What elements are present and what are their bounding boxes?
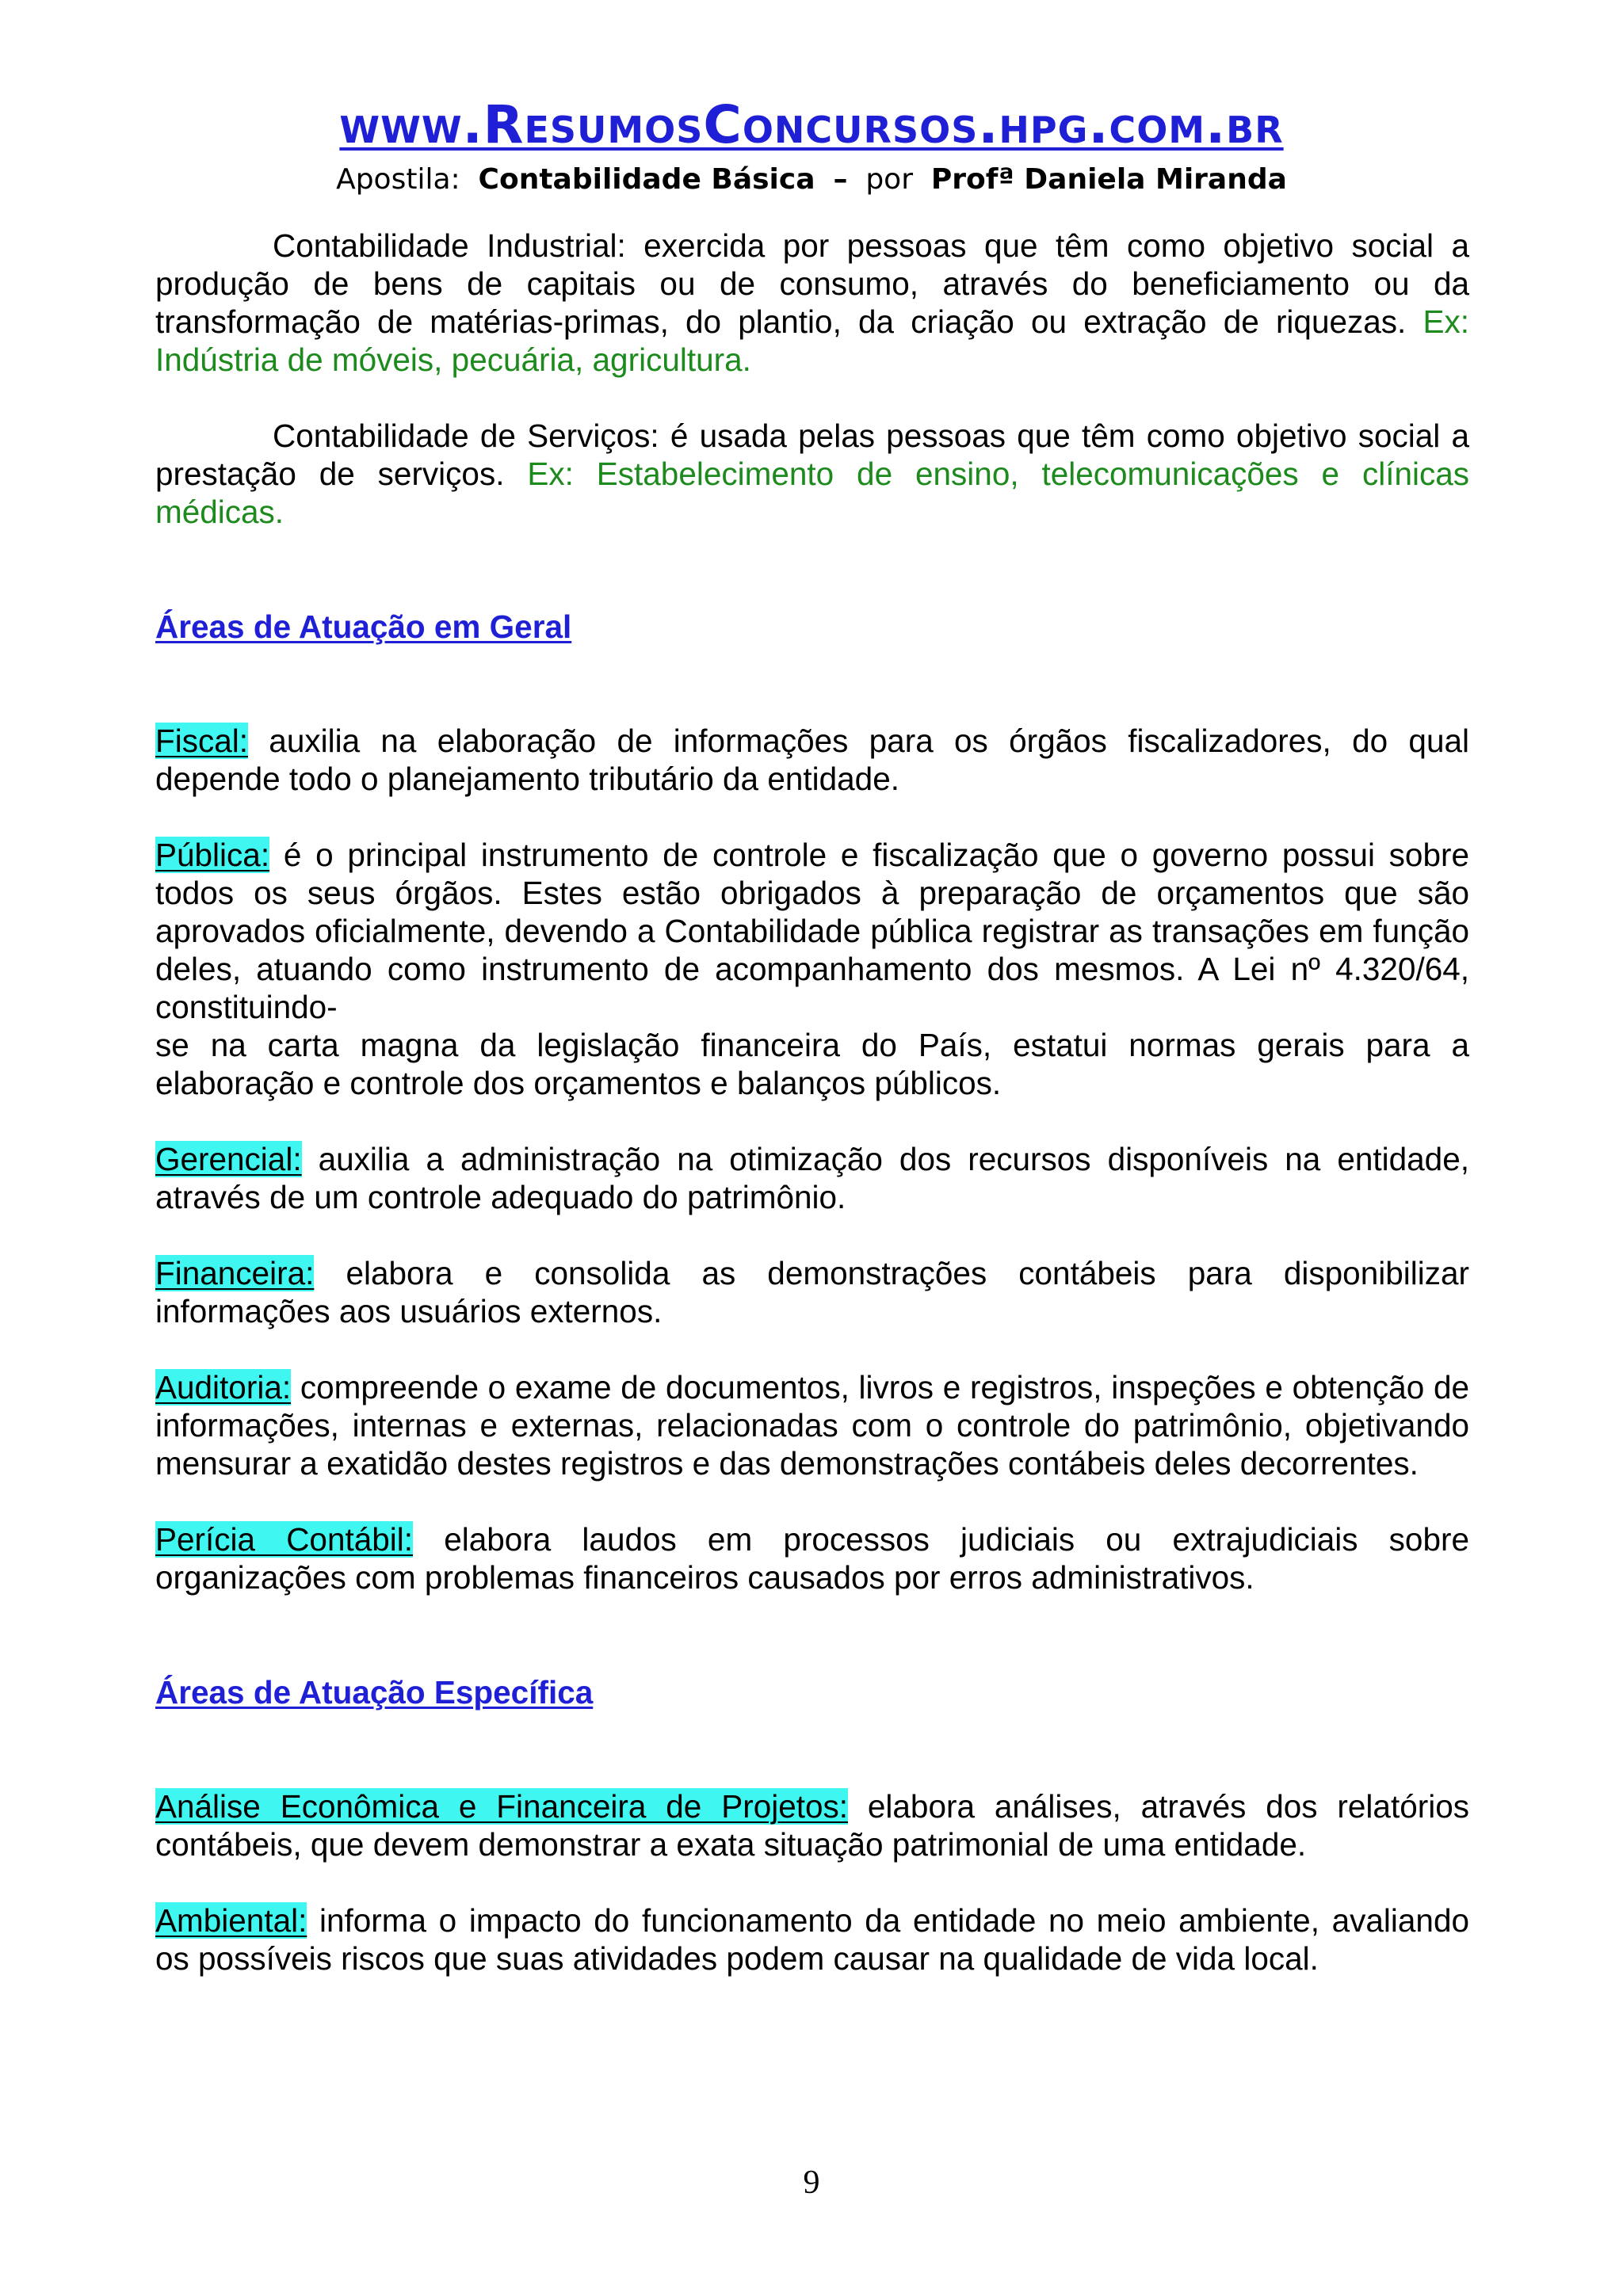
highlighted-term: Fiscal: — [155, 723, 249, 759]
apostila-label: Apostila: — [336, 163, 460, 196]
paragraph-text: Contabilidade de Serviços: é usada pelas pessoas que têm como objetivo social a prestação de serviços. — [155, 418, 1469, 492]
item-text: compreende o exame de documentos, livros e registros, inspeções e obtenção de informações, internas e externas, relacionadas com o controle do patrimônio, objetivando mensurar a exatidão destes registros e das demonstrações contábeis deles decorrentes. — [155, 1369, 1469, 1482]
item-text: é o principal instrumento de controle e fiscalização que o governo possui sobre todos os seus órgãos. Estes estão obrigados à preparação de orçamentos que são aprovados oficialmente, devendo a Contabilidade pública registrar as transações em função deles, atuando como instrumento de acompanhamento dos mesmos. A Lei nº 4.320/64, constituindo- — [155, 837, 1469, 1025]
highlighted-term: Análise Econômica e Financeira de Projetos: — [155, 1788, 849, 1825]
highlighted-term: Perícia Contábil: — [155, 1521, 414, 1558]
item-text: informa o impacto do funcionamento da entidade no meio ambiente, avaliando os possíveis riscos que suas atividades podem causar na qualidade de vida local. — [155, 1902, 1469, 1977]
page-number: 9 — [803, 2164, 820, 2201]
item-text: auxilia a administração na otimização dos recursos disponíveis na entidade, através de um controle adequado do patrimônio. — [155, 1141, 1469, 1215]
example-text: Ex: Estabelecimento de ensino, telecomunicações e clínicas médicas. — [155, 456, 1469, 530]
site-url[interactable]: www.ResumosConcursos.hpg.com.br — [339, 94, 1284, 155]
paragraph-servicos — [155, 417, 1469, 531]
header-subtitle — [0, 160, 1623, 200]
item-publica — [155, 836, 1469, 1026]
paragraph-industrial — [155, 227, 1469, 379]
highlighted-term: Financeira: — [155, 1255, 315, 1291]
item-auditoria — [155, 1368, 1469, 1482]
by-label: por — [865, 163, 914, 196]
paragraph-text: Contabilidade Industrial: exercida por pessoas que têm como objetivo social a produção de bens de capitais ou de consumo, através do beneficiamento ou da transformação de matérias-primas, do plantio, da criação ou extração de riquezas. — [155, 227, 1469, 340]
item-publica-continuation: se na carta magna da legislação financeira do País, estatui normas gerais para a elaboração e controle dos orçamentos e balanços públicos. — [155, 1027, 1469, 1101]
course-name: Contabilidade Básica — [478, 163, 815, 196]
item-financeira — [155, 1254, 1469, 1330]
item-pericia — [155, 1520, 1469, 1596]
author-name: Profª Daniela Miranda — [930, 163, 1287, 196]
example-text: Ex: Indústria de móveis, pecuária, agricultura. — [155, 303, 1469, 378]
section-heading-general: Áreas de Atuação em Geral — [155, 608, 572, 645]
item-gerencial — [155, 1140, 1469, 1216]
main-content — [155, 227, 1469, 1978]
item-text: elabora laudos em processos judiciais ou extrajudiciais sobre organizações com problemas financeiros causados por erros administrativos. — [155, 1521, 1469, 1596]
item-text: elabora e consolida as demonstrações contábeis para disponibilizar informações aos usuários externos. — [155, 1255, 1469, 1329]
page-header — [0, 93, 1623, 200]
item-analise — [155, 1787, 1469, 1863]
highlighted-term: Ambiental: — [155, 1902, 307, 1939]
section-heading-specific: Áreas de Atuação Específica — [155, 1674, 594, 1711]
highlighted-term: Gerencial: — [155, 1141, 302, 1177]
highlighted-term: Pública: — [155, 837, 270, 873]
item-text: auxilia na elaboração de informações para os órgãos fiscalizadores, do qual depende todo o planejamento tributário da entidade. — [155, 723, 1469, 797]
item-fiscal — [155, 722, 1469, 798]
header-dash: – — [833, 163, 848, 196]
item-ambiental — [155, 1901, 1469, 1978]
highlighted-term: Auditoria: — [155, 1369, 292, 1405]
item-text: elabora análises, através dos relatórios contábeis, que devem demonstrar a exata situação patrimonial de uma entidade. — [155, 1788, 1469, 1863]
